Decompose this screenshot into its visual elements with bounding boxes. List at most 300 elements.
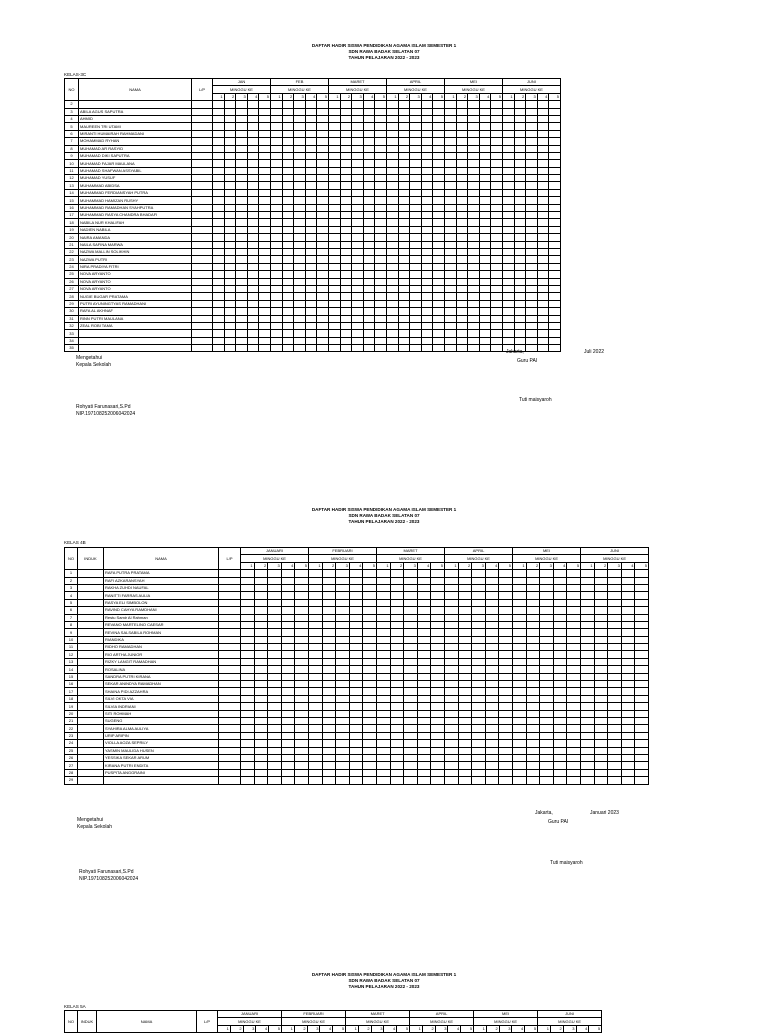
attendance-cell[interactable]	[456, 130, 468, 137]
attendance-cell[interactable]	[295, 570, 309, 577]
attendance-cell[interactable]	[479, 189, 491, 196]
attendance-cell[interactable]	[224, 145, 236, 152]
attendance-cell[interactable]	[328, 219, 340, 226]
attendance-cell[interactable]	[254, 592, 268, 599]
attendance-cell[interactable]	[479, 204, 491, 211]
attendance-cell[interactable]	[268, 762, 282, 769]
row-lp[interactable]	[219, 769, 241, 776]
attendance-cell[interactable]	[433, 241, 445, 248]
attendance-cell[interactable]	[514, 293, 526, 300]
attendance-cell[interactable]	[213, 145, 225, 152]
attendance-cell[interactable]	[281, 777, 295, 784]
attendance-cell[interactable]	[526, 651, 540, 658]
attendance-cell[interactable]	[456, 345, 468, 352]
attendance-cell[interactable]	[349, 777, 363, 784]
attendance-cell[interactable]	[236, 278, 248, 285]
attendance-cell[interactable]	[295, 584, 309, 591]
row-lp[interactable]	[192, 330, 213, 337]
attendance-cell[interactable]	[513, 621, 527, 628]
attendance-cell[interactable]	[224, 345, 236, 352]
attendance-cell[interactable]	[608, 658, 622, 665]
attendance-cell[interactable]	[363, 577, 377, 584]
attendance-cell[interactable]	[567, 592, 581, 599]
attendance-cell[interactable]	[404, 666, 418, 673]
row-lp[interactable]	[219, 607, 241, 614]
attendance-cell[interactable]	[404, 621, 418, 628]
attendance-cell[interactable]	[363, 681, 377, 688]
attendance-cell[interactable]	[417, 599, 431, 606]
attendance-cell[interactable]	[445, 614, 459, 621]
attendance-cell[interactable]	[472, 688, 486, 695]
attendance-cell[interactable]	[377, 769, 391, 776]
attendance-cell[interactable]	[485, 732, 499, 739]
attendance-cell[interactable]	[456, 189, 468, 196]
attendance-cell[interactable]	[309, 621, 323, 628]
attendance-cell[interactable]	[410, 167, 422, 174]
attendance-cell[interactable]	[363, 108, 375, 115]
attendance-cell[interactable]	[485, 681, 499, 688]
attendance-cell[interactable]	[305, 197, 317, 204]
attendance-cell[interactable]	[309, 688, 323, 695]
attendance-cell[interactable]	[386, 248, 398, 255]
attendance-cell[interactable]	[502, 167, 514, 174]
attendance-cell[interactable]	[491, 160, 503, 167]
attendance-cell[interactable]	[567, 740, 581, 747]
attendance-cell[interactable]	[502, 263, 514, 270]
attendance-cell[interactable]	[295, 621, 309, 628]
attendance-cell[interactable]	[502, 197, 514, 204]
attendance-cell[interactable]	[540, 658, 554, 665]
attendance-cell[interactable]	[513, 636, 527, 643]
attendance-cell[interactable]	[259, 212, 271, 219]
attendance-cell[interactable]	[537, 271, 549, 278]
attendance-cell[interactable]	[340, 241, 352, 248]
attendance-cell[interactable]	[247, 293, 259, 300]
attendance-cell[interactable]	[281, 710, 295, 717]
attendance-cell[interactable]	[352, 345, 364, 352]
attendance-cell[interactable]	[479, 108, 491, 115]
attendance-cell[interactable]	[377, 577, 391, 584]
attendance-cell[interactable]	[241, 747, 255, 754]
attendance-cell[interactable]	[352, 226, 364, 233]
attendance-cell[interactable]	[485, 644, 499, 651]
attendance-cell[interactable]	[410, 145, 422, 152]
attendance-cell[interactable]	[259, 248, 271, 255]
attendance-cell[interactable]	[479, 330, 491, 337]
attendance-cell[interactable]	[295, 644, 309, 651]
attendance-cell[interactable]	[270, 278, 282, 285]
attendance-cell[interactable]	[445, 592, 459, 599]
attendance-cell[interactable]	[526, 219, 538, 226]
attendance-cell[interactable]	[349, 607, 363, 614]
attendance-cell[interactable]	[472, 644, 486, 651]
attendance-cell[interactable]	[375, 330, 387, 337]
attendance-cell[interactable]	[540, 629, 554, 636]
attendance-cell[interactable]	[444, 241, 456, 248]
attendance-cell[interactable]	[513, 666, 527, 673]
attendance-cell[interactable]	[259, 322, 271, 329]
attendance-cell[interactable]	[352, 101, 364, 108]
attendance-cell[interactable]	[236, 175, 248, 182]
attendance-cell[interactable]	[499, 703, 513, 710]
attendance-cell[interactable]	[270, 189, 282, 196]
attendance-cell[interactable]	[635, 651, 649, 658]
attendance-cell[interactable]	[456, 278, 468, 285]
attendance-cell[interactable]	[336, 754, 350, 761]
row-lp[interactable]	[192, 101, 213, 108]
attendance-cell[interactable]	[567, 584, 581, 591]
attendance-cell[interactable]	[213, 101, 225, 108]
attendance-cell[interactable]	[594, 592, 608, 599]
attendance-cell[interactable]	[549, 226, 561, 233]
attendance-cell[interactable]	[295, 717, 309, 724]
attendance-cell[interactable]	[352, 256, 364, 263]
attendance-cell[interactable]	[549, 189, 561, 196]
attendance-cell[interactable]	[421, 189, 433, 196]
attendance-cell[interactable]	[502, 300, 514, 307]
attendance-cell[interactable]	[294, 241, 306, 248]
attendance-cell[interactable]	[336, 636, 350, 643]
attendance-cell[interactable]	[352, 189, 364, 196]
attendance-cell[interactable]	[349, 695, 363, 702]
attendance-cell[interactable]	[282, 256, 294, 263]
attendance-cell[interactable]	[317, 182, 329, 189]
attendance-cell[interactable]	[526, 658, 540, 665]
attendance-cell[interactable]	[377, 740, 391, 747]
attendance-cell[interactable]	[621, 762, 635, 769]
attendance-cell[interactable]	[491, 101, 503, 108]
attendance-cell[interactable]	[294, 234, 306, 241]
attendance-cell[interactable]	[363, 717, 377, 724]
attendance-cell[interactable]	[352, 182, 364, 189]
row-lp[interactable]	[219, 681, 241, 688]
attendance-cell[interactable]	[352, 234, 364, 241]
attendance-cell[interactable]	[317, 219, 329, 226]
attendance-cell[interactable]	[295, 725, 309, 732]
attendance-cell[interactable]	[608, 584, 622, 591]
attendance-cell[interactable]	[472, 762, 486, 769]
attendance-cell[interactable]	[513, 725, 527, 732]
attendance-cell[interactable]	[404, 614, 418, 621]
attendance-cell[interactable]	[621, 592, 635, 599]
attendance-cell[interactable]	[499, 769, 513, 776]
attendance-cell[interactable]	[444, 115, 456, 122]
attendance-cell[interactable]	[322, 577, 336, 584]
attendance-cell[interactable]	[224, 212, 236, 219]
attendance-cell[interactable]	[404, 577, 418, 584]
attendance-cell[interactable]	[445, 577, 459, 584]
attendance-cell[interactable]	[553, 673, 567, 680]
attendance-cell[interactable]	[444, 315, 456, 322]
attendance-cell[interactable]	[456, 182, 468, 189]
attendance-cell[interactable]	[236, 337, 248, 344]
attendance-cell[interactable]	[213, 256, 225, 263]
attendance-cell[interactable]	[485, 740, 499, 747]
attendance-cell[interactable]	[236, 189, 248, 196]
attendance-cell[interactable]	[445, 740, 459, 747]
attendance-cell[interactable]	[540, 732, 554, 739]
attendance-cell[interactable]	[352, 241, 364, 248]
attendance-cell[interactable]	[433, 234, 445, 241]
attendance-cell[interactable]	[514, 152, 526, 159]
attendance-cell[interactable]	[363, 584, 377, 591]
attendance-cell[interactable]	[295, 681, 309, 688]
attendance-cell[interactable]	[417, 614, 431, 621]
attendance-cell[interactable]	[317, 130, 329, 137]
attendance-cell[interactable]	[549, 315, 561, 322]
attendance-cell[interactable]	[305, 182, 317, 189]
attendance-cell[interactable]	[352, 145, 364, 152]
attendance-cell[interactable]	[485, 577, 499, 584]
attendance-cell[interactable]	[421, 182, 433, 189]
attendance-cell[interactable]	[526, 248, 538, 255]
attendance-cell[interactable]	[472, 740, 486, 747]
attendance-cell[interactable]	[282, 293, 294, 300]
attendance-cell[interactable]	[417, 658, 431, 665]
attendance-cell[interactable]	[282, 182, 294, 189]
attendance-cell[interactable]	[363, 777, 377, 784]
attendance-cell[interactable]	[328, 308, 340, 315]
attendance-cell[interactable]	[336, 629, 350, 636]
attendance-cell[interactable]	[363, 248, 375, 255]
attendance-cell[interactable]	[526, 101, 538, 108]
attendance-cell[interactable]	[431, 740, 445, 747]
attendance-cell[interactable]	[499, 710, 513, 717]
attendance-cell[interactable]	[352, 152, 364, 159]
attendance-cell[interactable]	[537, 204, 549, 211]
attendance-cell[interactable]	[270, 101, 282, 108]
attendance-cell[interactable]	[553, 703, 567, 710]
row-lp[interactable]	[219, 777, 241, 784]
attendance-cell[interactable]	[594, 658, 608, 665]
attendance-cell[interactable]	[444, 256, 456, 263]
attendance-cell[interactable]	[386, 197, 398, 204]
attendance-cell[interactable]	[458, 688, 472, 695]
attendance-cell[interactable]	[444, 322, 456, 329]
attendance-cell[interactable]	[281, 636, 295, 643]
attendance-cell[interactable]	[491, 278, 503, 285]
attendance-cell[interactable]	[499, 725, 513, 732]
attendance-cell[interactable]	[444, 293, 456, 300]
attendance-cell[interactable]	[349, 621, 363, 628]
attendance-cell[interactable]	[549, 212, 561, 219]
attendance-cell[interactable]	[421, 212, 433, 219]
attendance-cell[interactable]	[479, 345, 491, 352]
attendance-cell[interactable]	[635, 732, 649, 739]
attendance-cell[interactable]	[421, 256, 433, 263]
attendance-cell[interactable]	[433, 101, 445, 108]
attendance-cell[interactable]	[377, 666, 391, 673]
attendance-cell[interactable]	[386, 337, 398, 344]
attendance-cell[interactable]	[254, 769, 268, 776]
attendance-cell[interactable]	[549, 300, 561, 307]
attendance-cell[interactable]	[270, 212, 282, 219]
attendance-cell[interactable]	[513, 717, 527, 724]
attendance-cell[interactable]	[537, 241, 549, 248]
attendance-cell[interactable]	[540, 644, 554, 651]
attendance-cell[interactable]	[417, 688, 431, 695]
attendance-cell[interactable]	[270, 271, 282, 278]
attendance-cell[interactable]	[526, 285, 538, 292]
attendance-cell[interactable]	[375, 337, 387, 344]
attendance-cell[interactable]	[468, 197, 480, 204]
attendance-cell[interactable]	[294, 271, 306, 278]
attendance-cell[interactable]	[431, 584, 445, 591]
attendance-cell[interactable]	[421, 108, 433, 115]
attendance-cell[interactable]	[526, 271, 538, 278]
attendance-cell[interactable]	[236, 226, 248, 233]
attendance-cell[interactable]	[224, 101, 236, 108]
row-induk[interactable]	[78, 607, 104, 614]
attendance-cell[interactable]	[621, 777, 635, 784]
attendance-cell[interactable]	[431, 710, 445, 717]
attendance-cell[interactable]	[514, 175, 526, 182]
attendance-cell[interactable]	[491, 271, 503, 278]
attendance-cell[interactable]	[268, 570, 282, 577]
attendance-cell[interactable]	[621, 673, 635, 680]
attendance-cell[interactable]	[485, 747, 499, 754]
attendance-cell[interactable]	[247, 212, 259, 219]
attendance-cell[interactable]	[363, 145, 375, 152]
attendance-cell[interactable]	[491, 234, 503, 241]
attendance-cell[interactable]	[247, 182, 259, 189]
attendance-cell[interactable]	[317, 167, 329, 174]
attendance-cell[interactable]	[259, 293, 271, 300]
attendance-cell[interactable]	[254, 777, 268, 784]
attendance-cell[interactable]	[549, 219, 561, 226]
attendance-cell[interactable]	[468, 138, 480, 145]
attendance-cell[interactable]	[549, 330, 561, 337]
attendance-cell[interactable]	[526, 108, 538, 115]
attendance-cell[interactable]	[581, 658, 595, 665]
attendance-cell[interactable]	[322, 695, 336, 702]
attendance-cell[interactable]	[390, 769, 404, 776]
attendance-cell[interactable]	[328, 212, 340, 219]
attendance-cell[interactable]	[340, 345, 352, 352]
attendance-cell[interactable]	[352, 175, 364, 182]
attendance-cell[interactable]	[472, 592, 486, 599]
attendance-cell[interactable]	[417, 725, 431, 732]
attendance-cell[interactable]	[594, 725, 608, 732]
attendance-cell[interactable]	[375, 204, 387, 211]
attendance-cell[interactable]	[352, 315, 364, 322]
attendance-cell[interactable]	[317, 204, 329, 211]
attendance-cell[interactable]	[281, 681, 295, 688]
attendance-cell[interactable]	[472, 614, 486, 621]
attendance-cell[interactable]	[270, 293, 282, 300]
attendance-cell[interactable]	[386, 204, 398, 211]
attendance-cell[interactable]	[621, 688, 635, 695]
attendance-cell[interactable]	[526, 152, 538, 159]
attendance-cell[interactable]	[340, 285, 352, 292]
attendance-cell[interactable]	[444, 308, 456, 315]
attendance-cell[interactable]	[431, 607, 445, 614]
attendance-cell[interactable]	[502, 145, 514, 152]
attendance-cell[interactable]	[375, 241, 387, 248]
attendance-cell[interactable]	[621, 725, 635, 732]
attendance-cell[interactable]	[309, 658, 323, 665]
attendance-cell[interactable]	[241, 777, 255, 784]
attendance-cell[interactable]	[305, 212, 317, 219]
attendance-cell[interactable]	[322, 762, 336, 769]
attendance-cell[interactable]	[502, 293, 514, 300]
attendance-cell[interactable]	[499, 681, 513, 688]
attendance-cell[interactable]	[581, 599, 595, 606]
attendance-cell[interactable]	[349, 592, 363, 599]
attendance-cell[interactable]	[502, 234, 514, 241]
attendance-cell[interactable]	[537, 315, 549, 322]
attendance-cell[interactable]	[537, 308, 549, 315]
attendance-cell[interactable]	[294, 285, 306, 292]
row-induk[interactable]	[78, 681, 104, 688]
attendance-cell[interactable]	[352, 219, 364, 226]
attendance-cell[interactable]	[282, 197, 294, 204]
attendance-cell[interactable]	[410, 212, 422, 219]
attendance-cell[interactable]	[526, 673, 540, 680]
attendance-cell[interactable]	[608, 769, 622, 776]
attendance-cell[interactable]	[526, 167, 538, 174]
attendance-cell[interactable]	[491, 337, 503, 344]
attendance-cell[interactable]	[213, 219, 225, 226]
attendance-cell[interactable]	[281, 614, 295, 621]
attendance-cell[interactable]	[317, 337, 329, 344]
attendance-cell[interactable]	[417, 577, 431, 584]
attendance-cell[interactable]	[404, 688, 418, 695]
attendance-cell[interactable]	[294, 337, 306, 344]
attendance-cell[interactable]	[224, 123, 236, 130]
attendance-cell[interactable]	[236, 330, 248, 337]
attendance-cell[interactable]	[549, 108, 561, 115]
attendance-cell[interactable]	[608, 754, 622, 761]
attendance-cell[interactable]	[433, 271, 445, 278]
attendance-cell[interactable]	[458, 740, 472, 747]
attendance-cell[interactable]	[377, 592, 391, 599]
attendance-cell[interactable]	[309, 681, 323, 688]
attendance-cell[interactable]	[421, 234, 433, 241]
row-induk[interactable]	[78, 762, 104, 769]
attendance-cell[interactable]	[268, 695, 282, 702]
row-lp[interactable]	[192, 300, 213, 307]
attendance-cell[interactable]	[270, 330, 282, 337]
attendance-cell[interactable]	[458, 644, 472, 651]
attendance-cell[interactable]	[553, 607, 567, 614]
attendance-cell[interactable]	[282, 226, 294, 233]
attendance-cell[interactable]	[390, 688, 404, 695]
attendance-cell[interactable]	[241, 695, 255, 702]
attendance-cell[interactable]	[540, 717, 554, 724]
attendance-cell[interactable]	[317, 278, 329, 285]
attendance-cell[interactable]	[377, 651, 391, 658]
attendance-cell[interactable]	[526, 123, 538, 130]
attendance-cell[interactable]	[328, 234, 340, 241]
attendance-cell[interactable]	[375, 130, 387, 137]
attendance-cell[interactable]	[377, 644, 391, 651]
attendance-cell[interactable]	[213, 308, 225, 315]
attendance-cell[interactable]	[621, 636, 635, 643]
attendance-cell[interactable]	[468, 293, 480, 300]
attendance-cell[interactable]	[328, 145, 340, 152]
attendance-cell[interactable]	[421, 130, 433, 137]
attendance-cell[interactable]	[404, 681, 418, 688]
attendance-cell[interactable]	[295, 710, 309, 717]
attendance-cell[interactable]	[621, 629, 635, 636]
attendance-cell[interactable]	[398, 345, 410, 352]
attendance-cell[interactable]	[594, 681, 608, 688]
attendance-cell[interactable]	[241, 584, 255, 591]
attendance-cell[interactable]	[259, 115, 271, 122]
attendance-cell[interactable]	[270, 226, 282, 233]
attendance-cell[interactable]	[317, 138, 329, 145]
